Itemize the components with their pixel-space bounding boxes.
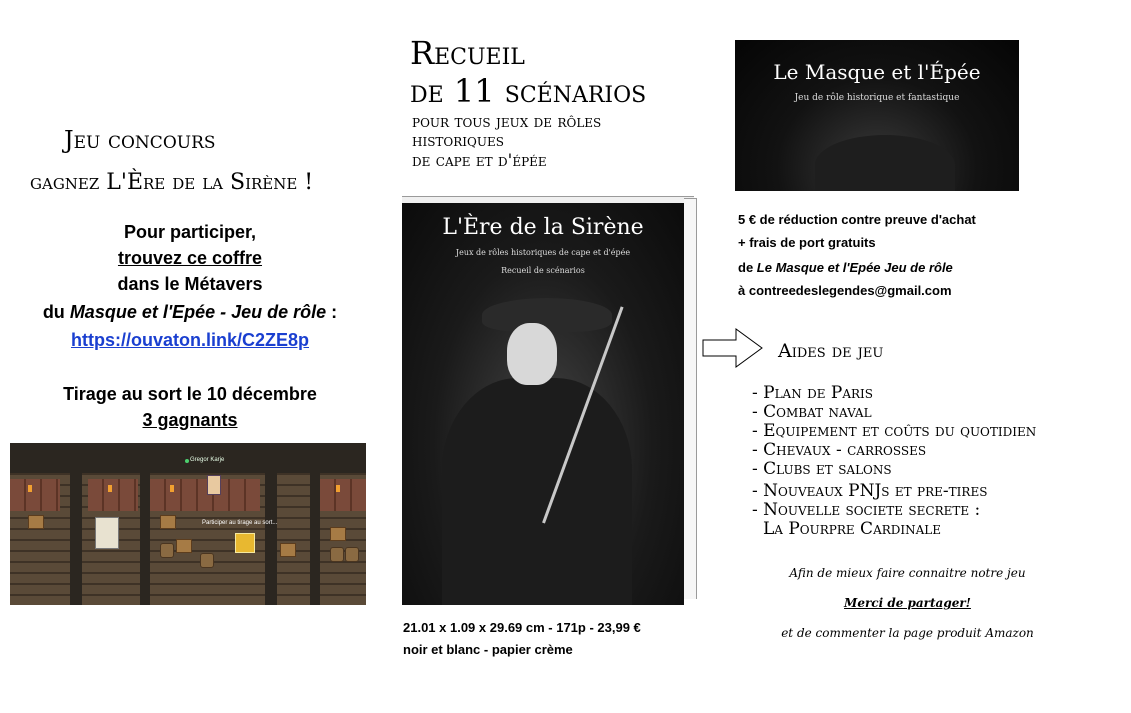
cover-figure-mask xyxy=(507,323,557,385)
torch-icon xyxy=(108,485,112,492)
promo-shipping: + frais de port gratuits xyxy=(738,235,876,250)
game-wall xyxy=(70,473,82,605)
game-wall xyxy=(265,473,277,605)
collection-heading-1: Recueil xyxy=(410,34,525,72)
aide-item: - Nouvelle societe secrete : xyxy=(752,500,981,520)
book-cover-tag: Recueil de scénarios xyxy=(501,266,585,275)
contest-title: Jeu concours xyxy=(64,126,216,154)
participate-line-1: Pour participer, xyxy=(123,222,257,242)
game-barrel xyxy=(200,553,214,568)
game-wall xyxy=(140,473,150,605)
aide-item: - Nouveaux PNJs et pre-tires xyxy=(752,481,988,501)
game-crate xyxy=(280,543,296,557)
game-barrel xyxy=(160,543,174,558)
aide-item: - Chevaux - carrosses xyxy=(752,440,927,460)
metaverse-link[interactable]: https://ouvaton.link/C2ZE8p xyxy=(70,330,309,350)
game-crate xyxy=(28,515,44,529)
aide-item: - Equipement et coûts du quotidien xyxy=(752,421,1037,441)
book-paper: noir et blanc - papier crème xyxy=(403,642,573,657)
aide-item: La Pourpre Cardinale xyxy=(763,519,942,539)
game-room xyxy=(10,479,60,511)
game-room xyxy=(88,479,138,511)
book-cover-subtitle: Jeux de rôles historiques de cape et d'épée xyxy=(455,248,631,257)
participate-line-4-prefix: du xyxy=(42,302,70,322)
game-crate xyxy=(176,539,192,553)
aide-item: - Plan de Paris xyxy=(752,383,874,403)
book-top-edge xyxy=(402,196,694,203)
arrow-right-icon xyxy=(702,328,764,368)
game-crate xyxy=(330,527,346,541)
torch-icon xyxy=(28,485,32,492)
game-wall-top xyxy=(10,443,366,473)
aide-item: - Clubs et salons xyxy=(752,459,892,479)
treasure-chest-icon xyxy=(235,533,255,553)
cover2-figure xyxy=(815,135,955,191)
player-avatar xyxy=(207,475,221,495)
game-room xyxy=(150,479,260,511)
collection-sub-2: historiques xyxy=(412,131,504,151)
game-cover xyxy=(735,40,1019,191)
participate-line-2: trouvez ce coffre xyxy=(117,248,263,268)
book-spine-edge xyxy=(684,198,697,599)
promo-from xyxy=(738,260,953,275)
game-tooltip: Participer au tirage au sort... xyxy=(202,520,278,526)
share-note-3: et de commenter la page produit Amazon xyxy=(781,626,1034,640)
participate-line-4-suffix: : xyxy=(326,302,338,322)
game-screenshot xyxy=(10,443,366,605)
book-cover xyxy=(402,203,684,605)
promo-email: à contreedeslegendes@gmail.com xyxy=(738,283,952,298)
collection-sub-3: de cape et d'épée xyxy=(412,151,547,171)
game-barrel xyxy=(345,547,359,562)
torch-icon xyxy=(170,485,174,492)
game-crate xyxy=(160,515,176,529)
share-note-1: Afin de mieux faire connaitre notre jeu xyxy=(789,566,1026,580)
player-name: Gregor Karje xyxy=(190,457,225,463)
aide-item: - Combat naval xyxy=(752,402,872,422)
game-room xyxy=(320,479,366,511)
game-bed xyxy=(95,517,119,549)
participate-line-3: dans le Métavers xyxy=(117,274,263,294)
game-barrel xyxy=(330,547,344,562)
collection-heading-2: de 11 scénarios xyxy=(410,72,647,110)
contest-subtitle: gagnez L'Ère de la Sirène ! xyxy=(30,170,314,195)
player-status-dot xyxy=(185,459,189,463)
book-dimensions: 21.01 x 1.09 x 29.69 cm - 171p - 23,99 € xyxy=(403,620,641,635)
torch-icon xyxy=(336,485,340,492)
promo-game-name: Le Masque et l'Epée Jeu de rôle xyxy=(756,260,953,275)
participate-line-4 xyxy=(0,302,380,323)
share-note-2: Merci de partager! xyxy=(844,596,971,610)
game-cover-subtitle: Jeu de rôle historique et fantastique xyxy=(794,93,960,103)
promo-discount: 5 € de réduction contre preuve d'achat xyxy=(738,212,976,227)
game-name-italic: Masque et l'Epée - Jeu de rôle xyxy=(69,302,327,322)
cover-figure-body xyxy=(442,378,632,605)
book-cover-title: L'Ère de la Sirène xyxy=(442,215,644,240)
collection-sub-1: pour tous jeux de rôles xyxy=(412,112,602,132)
promo-from-prefix: de xyxy=(738,260,757,275)
draw-date: Tirage au sort le 10 décembre xyxy=(63,384,317,404)
game-cover-title: Le Masque et l'Épée xyxy=(773,60,981,84)
game-wall xyxy=(310,473,320,605)
winners-count: 3 gagnants xyxy=(142,410,238,430)
aides-title: Aides de jeu xyxy=(778,340,884,362)
